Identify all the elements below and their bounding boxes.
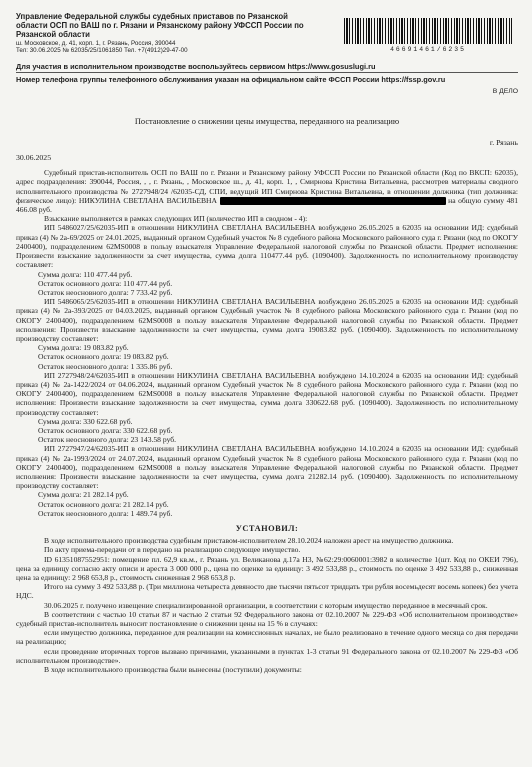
proceeding-nonmain-debt: Остаток неосновного долга: 23 143.58 руб. xyxy=(38,435,177,445)
phone-notice: Номер телефона группы телефонного обслуживания указан на официальном сайте ФССП России https://fssp.gov.ru xyxy=(16,75,446,85)
body-paragraph: ID 61351087552951: помещение пл. 62,9 кв.м., г. Рязань ул. Великанова д.17а Н3, №62:29:0060001:3982 в количестве 1(шт. Код по ОКЕИ 796), цена за единицу согласно акту описи и ареста 3 000 000 р., цена по оценке за единицу: 3 492 533,88 р., стоимость по оценке 3 492 533,88 р., сниженная цена за единицу: 2 968 653,8 р., стоимость сниженная 2 968 653,8 р. xyxy=(16,554,518,582)
proceeding-main-debt: Остаток основного долга: 110 477.44 руб. xyxy=(38,278,173,288)
proceeding-item xyxy=(16,297,518,371)
delo-stamp: В ДЕЛО xyxy=(492,88,518,96)
body-paragraph: 30.06.2025 г. получено извещение специализированной организации, в соответствии с которым имущество переданное в месячный срок. xyxy=(44,600,488,610)
organization-block xyxy=(16,12,316,54)
body-paragraph: В ходе исполнительного производства были вынесены (поступили) документы: xyxy=(44,665,302,675)
barcode-icon xyxy=(344,18,512,44)
proceeding-text: ИП 2727947/24/62035-ИП в отношении НИКУЛИНА СВЕТЛАНА ВАСИЛЬЕВНА возбуждено 14.10.2024 в 62035 на основании ИД: судебный приказ (4) № 2а-1993/2024 от 24.07.2024, выданный органом Судебный участок № 8 судебного района Московского районного суда г. Рязани (код по ОКОГУ 2400400), подразделением 62MS0008 в пользу взыскателя Управление Федеральной налоговой службы по Рязанской области. Предмет исполнения: Произвести взыскание задолженности за счет имущества, сумма долга 21282.14 руб. (1090400). Задолженность по исполнительному производству составляет: xyxy=(16,444,518,491)
proceeding-nonmain-debt: Остаток неосновного долга: 1 489.74 руб. xyxy=(38,508,173,518)
established-heading: УСТАНОВИЛ: xyxy=(235,523,299,533)
document-title: Постановление о снижении цены имущества, переданного на реализацию xyxy=(134,116,400,126)
proceeding-item xyxy=(16,371,518,445)
gosuslugi-notice: Для участия в исполнительном производстве воспользуйтесь сервисом https://www.gosuslugi.ru xyxy=(16,60,518,73)
body-paragraph: По акту приема-передачи от в передано на реализацию следующее имущество. xyxy=(44,545,301,555)
redaction-bar xyxy=(220,197,446,205)
proceeding-debt: Сумма долга: 110 477.44 руб. xyxy=(38,269,133,279)
intro-paragraph xyxy=(16,168,518,214)
organization-name: Управление Федеральной службы судебных приставов по Рязанской области ОСП по ВАШ по г. Рязани и Рязанскому району УФССП России по Рязанской области xyxy=(16,12,304,40)
barcode-number: 46691461/6235 xyxy=(390,46,466,53)
body-paragraph: Итого на сумму 3 492 533,88 р. (Три миллиона четыреста девяносто две тысячи пятьсот тридцать три рубля восемьдесят восемь копеек) без учета НДС. xyxy=(16,582,518,601)
proceeding-text: ИП 5486065/25/62035-ИП в отношении НИКУЛИНА СВЕТЛАНА ВАСИЛЬЕВНА возбуждено 26.05.2025 в 62035 на основании ИД: судебный приказ (4) № 2а-393/2025 от 04.03.2025, выданный органом Судебный участок № 8 судебного района Московского районного суда г. Рязани (код по ОКОГУ 2400400), подразделением 62MS0008 в пользу взыскателя Управление Федеральной налоговой службы по Рязанской области. Предмет исполнения: Произвести взыскание задолженности за счет имущества, сумма долга 19083.82 руб. (1090400). Задолженность по исполнительному производству составляет: xyxy=(16,297,518,343)
collection-intro: Взыскание выполняется в рамках следующих ИП (количество ИП в сводном - 4): xyxy=(44,214,308,224)
proceeding-item xyxy=(16,444,518,518)
proceeding-nonmain-debt: Остаток неосновного долга: 7 733.42 руб. xyxy=(38,287,173,297)
proceeding-main-debt: Остаток основного долга: 330 622.68 руб. xyxy=(38,425,173,435)
organization-address: ш. Московское, д. 41, корп. 1, г. Рязань, Россия, 390044 xyxy=(16,39,176,47)
body-paragraph: В соответствии с частью 10 статьи 87 и частью 2 статьи 92 Федерального закона от 02.10.2007 № 229-ФЗ «Об исполнительном производстве» судебный пристав-исполнитель выносит постановление о снижении цены на 15 % в случаях: xyxy=(16,609,518,629)
intro-sum: на общую сумму 481 466.08 руб. xyxy=(16,195,518,215)
body-paragraph: если имущество должника, переданное для реализации на комиссионных началах, не было реализовано в течение одного месяца со дня передачи на реализацию; xyxy=(16,628,518,647)
proceeding-main-debt: Остаток основного долга: 21 282.14 руб. xyxy=(38,499,169,509)
document-body xyxy=(16,168,518,674)
proceeding-text: ИП 5486027/25/62035-ИП в отношении НИКУЛИНА СВЕТЛАНА ВАСИЛЬЕВНА возбуждено 26.05.2025 в 62035 на основании ИД: судебный приказ (4) № 2а-69/2025 от 24.01.2025, выданный органом Судебный участок № 8 судебного района Московского районного суда г. Рязани (код по ОКОГУ 2400400), подразделением 62MS0008 в пользу взыскателя Управление Федеральной налоговой службы по Рязанской области. Предмет исполнения: Произвести взыскание задолженности за счет имущества, сумма долга 110477.44 руб. (1090400). Задолженность по исполнительному производству составляет: xyxy=(16,223,518,270)
document-header xyxy=(16,12,518,60)
proceeding-debt: Сумма долга: 19 083.82 руб. xyxy=(38,343,129,353)
body-paragraph: В ходе исполнительного производства судебным приставом-исполнителем 28.10.2024 наложен арест на имущество должника. xyxy=(44,536,454,546)
proceeding-text: ИП 2727948/24/62035-ИП в отношении НИКУЛИНА СВЕТЛАНА ВАСИЛЬЕВНА возбуждено 14.10.2024 в 62035 на основании ИД: судебный приказ (4) № 2а-1422/2024 от 04.06.2024, выданный органом Судебный участок № 8 судебного района Московского районного суда г. Рязани (код по ОКОГУ 2400400), подразделением 62MS0008 в пользу взыскателя Управление Федеральной налоговой службы по Рязанской области. Предмет исполнения: Произвести взыскание задолженности за счет имущества, сумма долга 330622.68 руб. (1090400). Задолженность по исполнительному производству составляет: xyxy=(16,370,518,417)
proceeding-nonmain-debt: Остаток неосновного долга: 1 335.86 руб. xyxy=(38,361,173,371)
document-city: г. Рязань xyxy=(489,137,518,147)
proceeding-main-debt: Остаток основного долга: 19 083.82 руб. xyxy=(38,352,169,362)
document-date: 30.06.2025 xyxy=(16,153,52,163)
proceeding-item xyxy=(16,223,518,297)
proceeding-debt: Сумма долга: 330 622.68 руб. xyxy=(38,416,133,426)
intro-text: Судебный пристав-исполнитель ОСП по ВАШ по г. Рязани и Рязанскому району УФССП России по Рязанской области (Код по ВКСП: 62035), адрес подразделения: 390044, Россия, , , г. Рязань, , Московское ш., д. 41, корп. 1, , Смирнова Кристина Витальевна, рассмотрев материалы сводного исполнительного производства № 2727948/24 /62035-СД, СПИ, ведущий ИП Смирнова Кристина Витальевна, в отношении должника (тип должника: физическое лицо): НИКУЛИНА СВЕТЛАНА ВАСИЛЬЕВНА xyxy=(16,168,518,205)
body-paragraph: если проведение вторичных торгов вызвано причинами, указанными в пунктах 1-3 статьи 91 Федерального закона от 02.10.2007 № 229-ФЗ «Об исполнительном производстве». xyxy=(16,646,518,665)
organization-phone: Тел: 30.06.2025 № 62035/25/1061850 Тел. +7(4912)29-47-00 xyxy=(16,47,188,55)
barcode-block xyxy=(338,12,518,54)
proceeding-debt: Сумма долга: 21 282.14 руб. xyxy=(38,490,129,500)
